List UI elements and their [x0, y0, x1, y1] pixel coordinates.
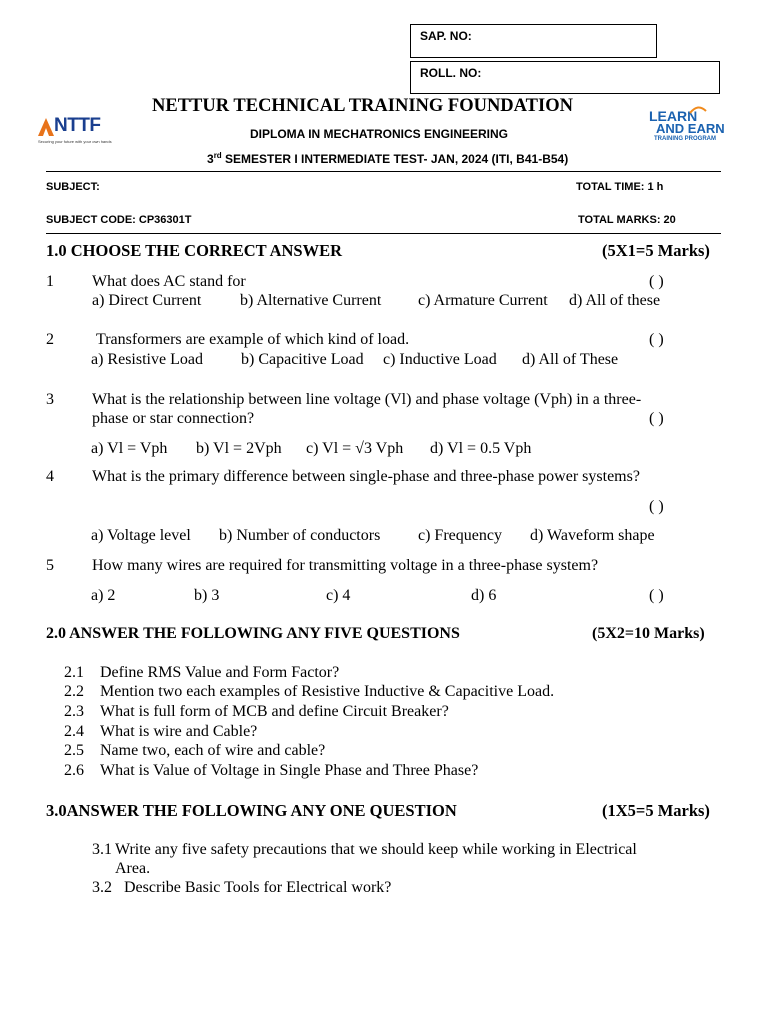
q2-answer-blank[interactable]: ( ) — [649, 331, 664, 348]
q3-text-line2: phase or star connection? — [92, 410, 255, 427]
total-time: TOTAL TIME: 1 h — [576, 181, 664, 193]
q2-1-number: 2.1 — [64, 664, 84, 681]
q2-6-text: What is Value of Voltage in Single Phase and Three Phase? — [100, 762, 479, 779]
section3-marks: (1X5=5 Marks) — [602, 801, 710, 820]
q3-answer-blank[interactable]: ( ) — [649, 410, 664, 427]
q1-option-a: a) Direct Current — [92, 292, 202, 309]
q2-3-text: What is full form of MCB and define Circuit Breaker? — [100, 703, 449, 720]
q2-option-c: c) Inductive Load — [383, 351, 497, 368]
q2-option-d: d) All of These — [522, 351, 619, 368]
test-title — [207, 151, 568, 166]
q4-option-a: a) Voltage level — [91, 527, 191, 544]
q2-3-number: 2.3 — [64, 703, 84, 720]
q1-option-b: b) Alternative Current — [240, 292, 382, 309]
q4-number: 4 — [46, 468, 54, 485]
diploma-title: DIPLOMA IN MECHATRONICS ENGINEERING — [250, 127, 509, 141]
roll-no-label: ROLL. NO: — [420, 66, 482, 80]
q3-2-text: Describe Basic Tools for Electrical work? — [124, 879, 392, 896]
sap-no-label: SAP. NO: — [420, 29, 472, 43]
q3-option-a: a) Vl = Vph — [91, 440, 168, 457]
test-ordinal: 3 — [207, 152, 214, 166]
test-ordinal-suffix: rd — [213, 151, 222, 160]
q4-text: What is the primary difference between single-phase and three-phase power systems? — [92, 468, 640, 485]
nttf-logo-tagline: Securing your future with your own hands — [38, 139, 112, 144]
q2-2-number: 2.2 — [64, 683, 84, 700]
q2-5-text: Name two, each of wire and cable? — [100, 742, 326, 759]
subject-divider — [46, 233, 721, 234]
q5-option-a: a) 2 — [91, 587, 116, 604]
q2-4-text: What is wire and Cable? — [100, 723, 258, 740]
subject-label: SUBJECT: — [46, 181, 100, 193]
section2-marks: (5X2=10 Marks) — [592, 625, 705, 642]
section2-title: 2.0 ANSWER THE FOLLOWING ANY FIVE QUESTIONS — [46, 625, 460, 642]
nttf-logo-mark-icon — [38, 118, 54, 136]
q2-option-a: a) Resistive Load — [91, 351, 203, 368]
org-name: NETTUR TECHNICAL TRAINING FOUNDATION — [152, 96, 573, 116]
learn-earn-line1: LEARN — [649, 108, 698, 124]
learn-earn-line2: AND EARN — [656, 121, 725, 136]
q3-text-line1: What is the relationship between line voltage (Vl) and phase voltage (Vph) in a three- — [92, 391, 642, 408]
q5-option-b: b) 3 — [194, 587, 220, 604]
nttf-logo-text: NTTF — [54, 115, 101, 136]
q1-option-d: d) All of these — [569, 292, 661, 309]
learn-earn-swoosh-icon — [688, 105, 708, 115]
q3-2-number: 3.2 — [92, 879, 112, 896]
subject-code: SUBJECT CODE: CP36301T — [46, 214, 192, 226]
test-title-rest: SEMESTER I INTERMEDIATE TEST- JAN, 2024 (ITI, B41-B54) — [221, 152, 569, 166]
q3-1-text-line1: Write any five safety precautions that we should keep while working in Electrical — [115, 841, 637, 858]
q4-option-b: b) Number of conductors — [219, 527, 381, 544]
section1-title: 1.0 CHOOSE THE CORRECT ANSWER — [46, 241, 343, 260]
learn-earn-line3: TRAINING PROGRAM — [654, 136, 716, 142]
section3-title: 3.0ANSWER THE FOLLOWING ANY ONE QUESTION — [46, 801, 457, 820]
header-divider — [46, 171, 721, 172]
q2-text: Transformers are example of which kind of load. — [96, 331, 410, 348]
section1-marks: (5X1=5 Marks) — [602, 241, 710, 260]
q3-option-b: b) Vl = 2Vph — [196, 440, 282, 457]
q2-5-number: 2.5 — [64, 742, 84, 759]
q1-answer-blank[interactable]: ( ) — [649, 273, 664, 290]
q3-1-text-line2: Area. — [115, 860, 151, 877]
q2-6-number: 2.6 — [64, 762, 84, 779]
roll-no-box[interactable] — [410, 61, 720, 94]
q3-option-d: d) Vl = 0.5 Vph — [430, 440, 532, 457]
sap-no-box[interactable] — [410, 24, 657, 58]
q2-4-number: 2.4 — [64, 723, 84, 740]
q5-option-c: c) 4 — [326, 587, 351, 604]
q1-text: What does AC stand for — [92, 273, 246, 290]
q1-number: 1 — [46, 273, 54, 290]
total-marks: TOTAL MARKS: 20 — [578, 214, 676, 226]
q5-answer-blank[interactable]: ( ) — [649, 587, 664, 604]
q2-number: 2 — [46, 331, 54, 348]
q2-2-text: Mention two each examples of Resistive Inductive & Capacitive Load. — [100, 683, 555, 700]
q4-answer-blank[interactable]: ( ) — [649, 498, 664, 515]
q5-text: How many wires are required for transmitting voltage in a three-phase system? — [92, 557, 599, 574]
nttf-logo — [38, 115, 112, 150]
q2-1-text: Define RMS Value and Form Factor? — [100, 664, 340, 681]
q4-option-c: c) Frequency — [418, 527, 502, 544]
q5-option-d: d) 6 — [471, 587, 497, 604]
q2-option-b: b) Capacitive Load — [241, 351, 364, 368]
q3-number: 3 — [46, 391, 54, 408]
q4-option-d: d) Waveform shape — [530, 527, 655, 544]
q1-option-c: c) Armature Current — [418, 292, 548, 309]
q3-1-number: 3.1 — [92, 841, 112, 858]
q5-number: 5 — [46, 557, 54, 574]
learn-earn-logo — [648, 108, 732, 148]
q3-option-c: c) Vl = √3 Vph — [306, 440, 404, 457]
